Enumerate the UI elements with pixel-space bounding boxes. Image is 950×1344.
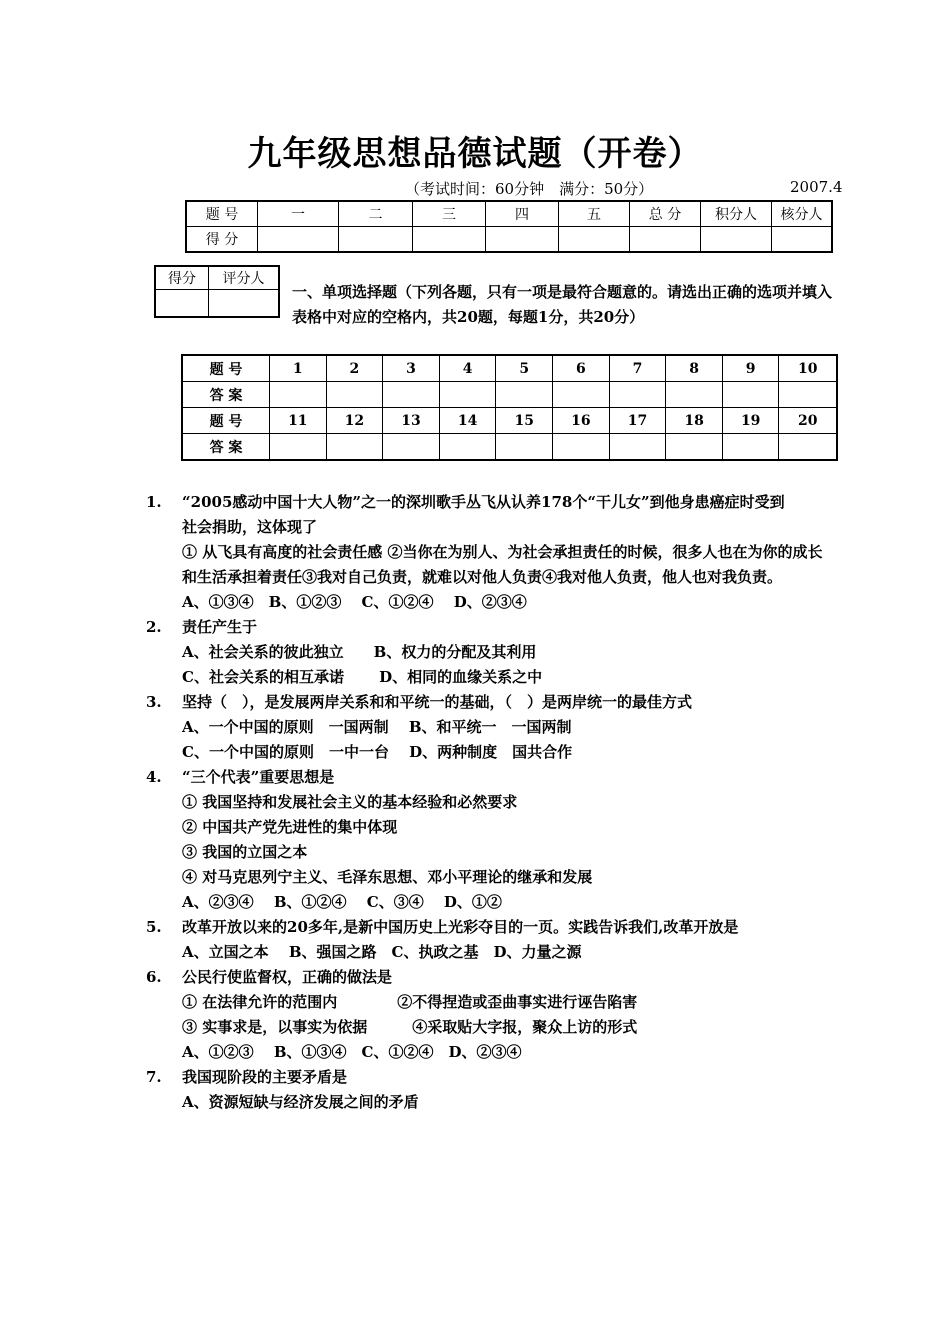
- answer-cell[interactable]: [439, 382, 496, 408]
- score-input-cell[interactable]: [559, 227, 630, 253]
- score-header-cell: 一: [258, 201, 339, 227]
- question-options: A、②③④ B、①②④ C、③④ D、①②: [182, 893, 502, 911]
- answer-cell[interactable]: [779, 382, 837, 408]
- question-stem: “2005感动中国十大人物”之一的深圳歌手丛飞从认养178个“干儿女”到他身患癌症时受到: [182, 493, 785, 511]
- answer-cell[interactable]: [496, 382, 553, 408]
- score-header-cell: 二: [339, 201, 413, 227]
- question-stem: 我国现阶段的主要矛盾是: [182, 1068, 348, 1086]
- question-number: 19: [722, 408, 779, 434]
- question-number: 2: [326, 355, 383, 382]
- question-number-label: 7.: [146, 1068, 162, 1086]
- score-table-header-row: [186, 201, 832, 227]
- grader-label-grader: 评分人: [209, 266, 280, 290]
- question-line: ③ 实事求是，以事实为依据 ④采取贴大字报，聚众上访的形式: [182, 1018, 638, 1036]
- question-stem: 责任产生于: [182, 618, 258, 636]
- question-stem: 改革开放以来的20多年,是新中国历史上光彩夺目的一页。实践告诉我们,改革开放是: [182, 918, 739, 936]
- score-header-cell: 三: [413, 201, 486, 227]
- question-number: 5: [496, 355, 553, 382]
- answer-cell[interactable]: [666, 434, 723, 461]
- section-heading-line: 一、单项选择题（下列各题，只有一项是最符合题意的。请选出正确的选项并填入: [292, 283, 833, 301]
- question-line: ① 我国坚持和发展社会主义的基本经验和必然要求: [182, 793, 518, 811]
- score-input-cell[interactable]: [630, 227, 701, 253]
- grader-box: [154, 265, 280, 318]
- score-header-cell: 四: [486, 201, 559, 227]
- question-item: [146, 965, 886, 990]
- answer-cell[interactable]: [779, 434, 837, 461]
- question-item: [146, 765, 886, 790]
- row-label: 题 号: [182, 355, 270, 382]
- score-table-score-row: [186, 227, 832, 253]
- answer-cell[interactable]: [326, 382, 383, 408]
- question-number-label: 2.: [146, 618, 162, 636]
- section-one-heading: [292, 280, 882, 330]
- question-stem: 坚持（ ），是发展两岸关系和和平统一的基础，（ ）是两岸统一的最佳方式: [182, 693, 693, 711]
- score-header-cell: 核分人: [772, 201, 833, 227]
- grader-label-score: 得分: [155, 266, 209, 290]
- answer-cell[interactable]: [439, 434, 496, 461]
- question-options: C、社会关系的相互承诺 D、相同的血缘关系之中: [182, 668, 543, 686]
- score-header-cell: 总 分: [630, 201, 701, 227]
- question-number: 6: [553, 355, 610, 382]
- score-header-cell: 积分人: [701, 201, 772, 227]
- answer-cell[interactable]: [609, 382, 666, 408]
- score-input-cell[interactable]: [339, 227, 413, 253]
- answer-cell[interactable]: [270, 434, 327, 461]
- question-number: 14: [439, 408, 496, 434]
- score-input-cell[interactable]: [258, 227, 339, 253]
- question-item: [146, 615, 886, 640]
- question-line: ③ 我国的立国之本: [182, 843, 308, 861]
- question-number: 8: [666, 355, 723, 382]
- answer-cell[interactable]: [609, 434, 666, 461]
- exam-date: 2007.4: [790, 178, 843, 196]
- answer-num-row: [182, 408, 837, 434]
- question-stem: 公民行使监督权，正确的做法是: [182, 968, 393, 986]
- question-number: 3: [383, 355, 440, 382]
- answer-cell[interactable]: [722, 434, 779, 461]
- answer-cell[interactable]: [553, 434, 610, 461]
- question-number: 18: [666, 408, 723, 434]
- question-number: 13: [383, 408, 440, 434]
- score-header-cell: 题 号: [186, 201, 258, 227]
- question-line: 社会捐助，这体现了: [182, 518, 318, 536]
- question-line: ① 在法律允许的范围内 ②不得捏造或歪曲事实进行诬告陷害: [182, 993, 638, 1011]
- question-number: 7: [609, 355, 666, 382]
- page-title: 九年级思想品德试题（开卷）: [247, 134, 703, 174]
- grader-score-cell[interactable]: [155, 290, 209, 318]
- question-list: [146, 490, 886, 1115]
- question-options: A、①②③ B、①③④ C、①②④ D、②③④: [182, 1043, 522, 1061]
- answer-cell[interactable]: [496, 434, 553, 461]
- question-number: 17: [609, 408, 666, 434]
- score-table: [185, 200, 833, 253]
- score-header-cell: 五: [559, 201, 630, 227]
- question-number: 12: [326, 408, 383, 434]
- question-line: ① 从飞具有高度的社会责任感 ②当你在为别人、为社会承担责任的时候，很多人也在为你的成长: [182, 543, 823, 561]
- answer-table: [181, 354, 838, 461]
- question-stem: “三个代表”重要思想是: [182, 768, 335, 786]
- question-number-label: 3.: [146, 693, 162, 711]
- answer-cell[interactable]: [326, 434, 383, 461]
- question-line: ④ 对马克思列宁主义、毛泽东思想、邓小平理论的继承和发展: [182, 868, 593, 886]
- question-number: 15: [496, 408, 553, 434]
- question-item: [146, 915, 886, 940]
- score-input-cell[interactable]: [772, 227, 833, 253]
- question-item: [146, 690, 886, 715]
- row-label: 答 案: [182, 434, 270, 461]
- question-line: 和生活承担着责任③我对自己负责，就难以对他人负责④我对他人负责，他人也对我负责。: [182, 568, 783, 586]
- question-item: [146, 490, 886, 515]
- row-label: 题 号: [182, 408, 270, 434]
- question-number-label: 4.: [146, 768, 162, 786]
- question-item: [146, 1065, 886, 1090]
- question-options: A、立国之本 B、强国之路 C、执政之基 D、力量之源: [182, 943, 582, 961]
- row-label: 答 案: [182, 382, 270, 408]
- question-number-label: 1.: [146, 493, 162, 511]
- answer-cell[interactable]: [666, 382, 723, 408]
- question-line: ② 中国共产党先进性的集中体现: [182, 818, 398, 836]
- question-number: 16: [553, 408, 610, 434]
- question-number: 20: [779, 408, 837, 434]
- question-options: A、①③④ B、①②③ C、①②④ D、②③④: [182, 593, 527, 611]
- grader-name-cell[interactable]: [209, 290, 280, 318]
- answer-cell[interactable]: [383, 434, 440, 461]
- score-row-label: 得 分: [186, 227, 258, 253]
- answer-cell[interactable]: [270, 382, 327, 408]
- question-number: 10: [779, 355, 837, 382]
- question-number: 1: [270, 355, 327, 382]
- score-input-cell[interactable]: [486, 227, 559, 253]
- question-options: A、资源短缺与经济发展之间的矛盾: [182, 1093, 419, 1111]
- question-options: A、社会关系的彼此独立 B、权力的分配及其利用: [182, 643, 537, 661]
- question-number-label: 5.: [146, 918, 162, 936]
- answer-input-row: [182, 382, 837, 408]
- question-number: 4: [439, 355, 496, 382]
- question-number: 11: [270, 408, 327, 434]
- answer-input-row: [182, 434, 837, 461]
- answer-cell[interactable]: [553, 382, 610, 408]
- answer-num-row: [182, 355, 837, 382]
- answer-cell[interactable]: [383, 382, 440, 408]
- score-input-cell[interactable]: [701, 227, 772, 253]
- question-options: A、一个中国的原则 一国两制 B、和平统一 一国两制: [182, 718, 572, 736]
- answer-cell[interactable]: [722, 382, 779, 408]
- score-input-cell[interactable]: [413, 227, 486, 253]
- question-number: 9: [722, 355, 779, 382]
- question-options: C、一个中国的原则 一中一台 D、两种制度 国共合作: [182, 743, 573, 761]
- question-number-label: 6.: [146, 968, 162, 986]
- section-heading-line: 表格中对应的空格内，共20题，每题1分，共20分）: [292, 308, 645, 326]
- exam-info: （考试时间：60分钟 满分：50分）: [405, 180, 654, 198]
